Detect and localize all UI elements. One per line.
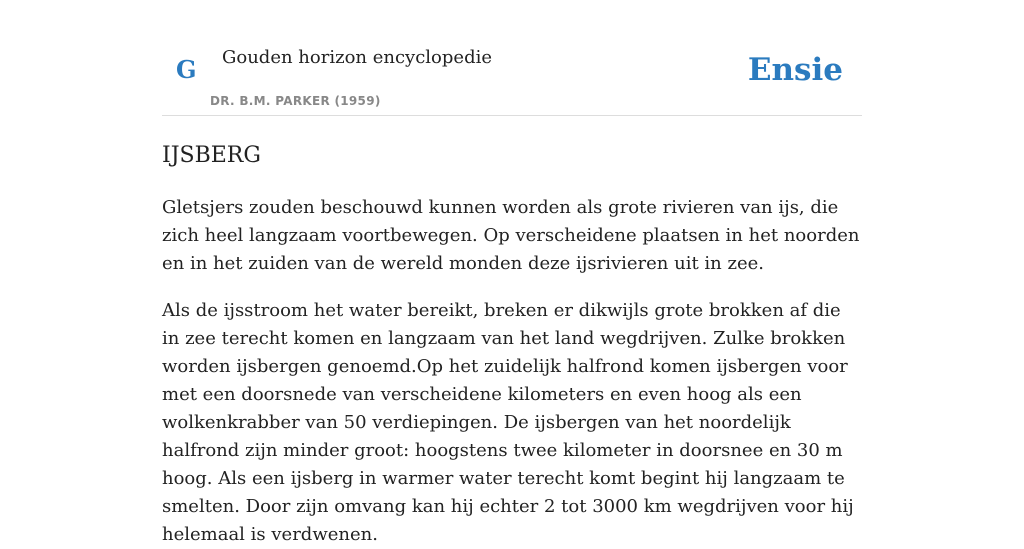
source-logo[interactable]: G xyxy=(176,55,197,84)
entry-paragraph-2: Als de ijsstroom het water bereikt, breken er dikwijls grote brokken af die in zee terecht komen en langzaam van het land wegdrijven. Zulke brokken worden ijsbergen genoemd.Op het zuidelijk halfrond komen ijsbergen voor met een doorsnede van verscheidene kilometers en even hoog als een wolkenkrabber van 50 verdiepingen. De ijsbergen van het noordelijk halfrond zijn minder groot: hoogstens twee kilometer in doorsnee en 30 m hoog. Als een ijsberg in warmer water terecht komt begint hij langzaam te smelten. Door zijn omvang kan hij echter 2 tot 3000 km wegdrijven voor hij helemaal is verdwenen. xyxy=(162,300,854,545)
brand-logo[interactable]: Ensie xyxy=(747,52,843,88)
source-author: DR. B.M. PARKER (1959) xyxy=(210,94,381,108)
source-header xyxy=(162,0,862,116)
article-container xyxy=(162,0,862,549)
entry-title: IJSBERG xyxy=(162,143,261,168)
source-title-link[interactable]: Gouden horizon encyclopedie xyxy=(222,47,492,68)
entry-paragraph-1: Gletsjers zouden beschouwd kunnen worden als grote rivieren van ijs, die zich heel langzaam voortbewegen. Op verscheidene plaatsen in het noorden en in het zuiden van de wereld monden deze ijsrivieren uit in zee. xyxy=(162,197,860,274)
